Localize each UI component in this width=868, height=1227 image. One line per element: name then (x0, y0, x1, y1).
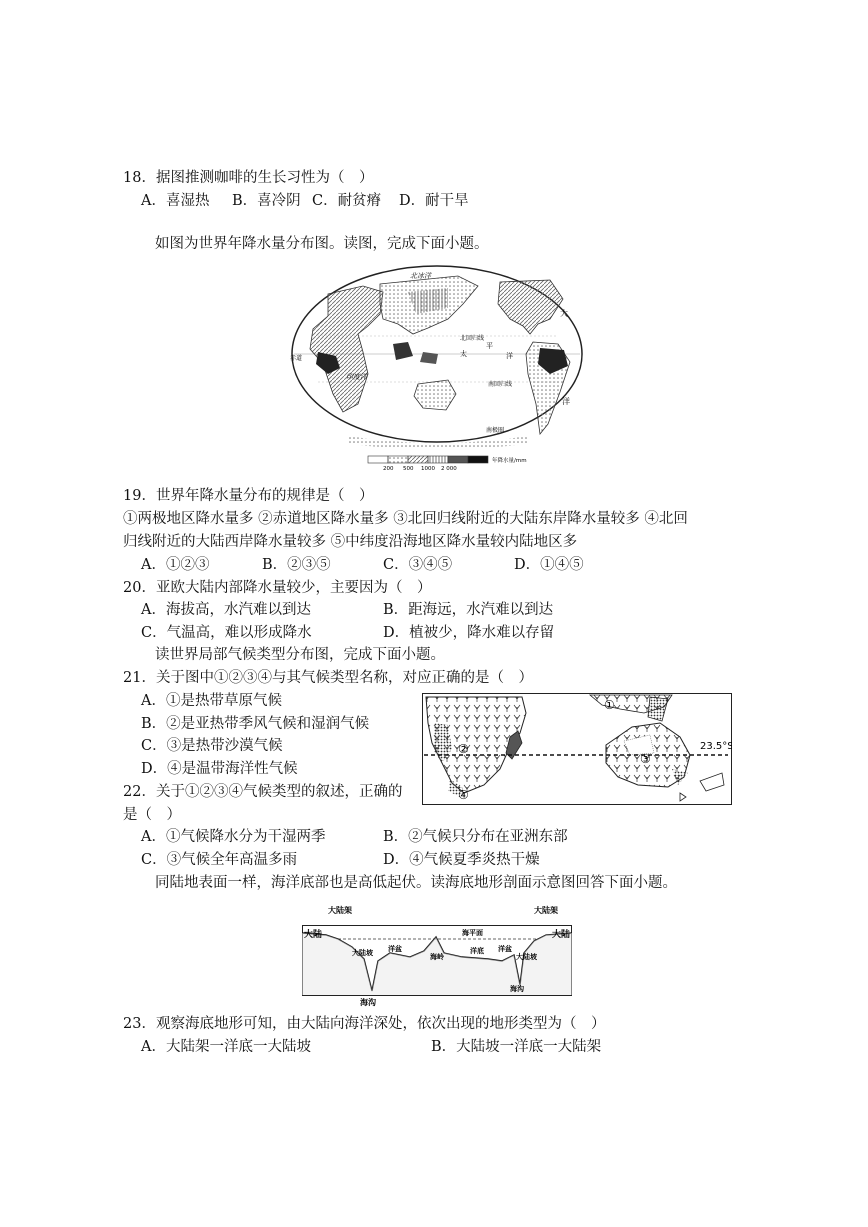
legend-tick-200: 200 (383, 466, 394, 472)
ocean-floor-profile (302, 901, 572, 1009)
q23-option-b: B．大陆坡一洋底一大陆架 (431, 1039, 602, 1055)
label-left-continent: 大陆 (304, 930, 323, 940)
q19-statements-line-1: ①两极地区降水量多 ②赤道地区降水量多 ③北回归线附近的大陆东岸降水量较多 ④北回 (123, 511, 688, 527)
label-basin-right: 洋盆 (498, 945, 512, 953)
label-sea-level: 海平面 (462, 929, 483, 937)
label-ridge: 海岭 (430, 953, 444, 961)
q19-option-b: B．②③⑤ (262, 557, 331, 573)
legend-unit: 年降水量/mm (492, 458, 527, 464)
q22-option-a: A．①气候降水分为干湿两季 (141, 829, 326, 845)
map-label-tropic-capricorn: 南回归线 (488, 381, 513, 388)
climate-marker-2: ② (458, 742, 469, 756)
map-label-indian-ocean: 印度洋 (346, 373, 367, 381)
q19-stem: 19．世界年降水量分布的规律是（ ） (123, 488, 374, 504)
map-label-yang-2: 洋 (562, 397, 570, 406)
q21-option-c: C．③是热带沙漠气候 (141, 738, 283, 754)
label-right-shelf: 大陆架 (534, 906, 558, 915)
q22-option-d: D．④气候夏季炎热干燥 (383, 852, 540, 868)
label-basin-left: 洋盆 (388, 945, 402, 953)
q21-option-b: B．②是亚热带季风气候和湿润气候 (141, 716, 370, 732)
map-label-da: 大 (560, 309, 568, 318)
q18-option-c: C．耐贫瘠 (312, 193, 382, 209)
label-right-continent: 大陆 (552, 930, 571, 940)
q18-option-d: D．耐干旱 (399, 193, 469, 209)
climate-marker-4: ④ (458, 788, 469, 802)
climate-map-svg (422, 693, 732, 805)
q19-option-a: A．①②③ (141, 557, 210, 573)
q21-stem: 21．关于图中①②③④与其气候类型名称，对应正确的是（ ） (123, 670, 533, 686)
map-label-tropic-cancer: 北回归线 (460, 335, 485, 342)
q21-option-d: D．④是温带海洋性气候 (141, 761, 298, 777)
label-right-slope: 大陆坡 (516, 953, 537, 961)
q22-stem-line-1: 22．关于①②③④气候类型的叙述，正确的 (123, 784, 403, 800)
world-precipitation-map (288, 264, 586, 472)
q20-option-b: B．距海远，水汽难以到达 (383, 602, 554, 618)
q22-stem-line-2: 是（ ） (123, 807, 181, 823)
q20-stem: 20．亚欧大陆内部降水量较少，主要因为（ ） (123, 580, 432, 596)
intro-21: 读世界局部气候类型分布图，完成下面小题。 (155, 647, 445, 663)
climate-marker-3: ③ (640, 752, 651, 766)
map-label-tai: 太 (460, 350, 467, 358)
q20-option-d: D．植被少，降水难以存留 (383, 625, 555, 641)
label-floor: 洋底 (470, 947, 484, 955)
q20-option-c: C．气温高，难以形成降水 (141, 625, 312, 641)
climate-marker-1: ① (604, 698, 615, 712)
map-svg (288, 264, 586, 472)
intro-23: 同陆地表面一样，海洋底部也是高低起伏。读海底地形剖面示意图回答下面小题。 (155, 875, 677, 891)
tropic-label: 23.5°S (700, 741, 732, 752)
map-legend (368, 456, 527, 472)
q22-option-c: C．③气候全年高温多雨 (141, 852, 298, 868)
profile-svg (302, 901, 572, 1009)
legend-tick-500: 500 (403, 466, 414, 472)
map-label-arctic-ocean: 北冰洋 (410, 272, 431, 280)
q19-option-c: C．③④⑤ (383, 557, 453, 573)
map-label-antarctic-circle: 南极圈 (486, 427, 505, 434)
q23-stem: 23．观察海底地形可知，由大陆向海洋深处，依次出现的地形类型为（ ） (123, 1016, 606, 1032)
intro-19: 如图为世界年降水量分布图。读图，完成下面小题。 (155, 236, 489, 252)
map-label-equator: 赤道 (290, 355, 303, 362)
label-trench-left: 海沟 (360, 998, 376, 1007)
label-left-slope: 大陆坡 (352, 949, 373, 957)
q18-option-b: B．喜冷阴 (232, 193, 301, 209)
q21-option-a: A．①是热带草原气候 (141, 693, 282, 709)
legend-tick-1000: 1000 (421, 466, 435, 472)
label-trench-right: 海沟 (510, 985, 524, 993)
label-left-shelf: 大陆架 (328, 906, 352, 915)
map-label-yang: 洋 (506, 352, 513, 360)
q18-stem: 18．据图推测咖啡的生长习性为（ ） (123, 170, 374, 186)
q19-option-d: D．①④⑤ (514, 557, 584, 573)
q23-option-a: A．大陆架一洋底一大陆坡 (141, 1039, 311, 1055)
climate-type-map (422, 693, 732, 805)
q18-option-a: A．喜湿热 (141, 193, 210, 209)
map-label-ping: 平 (486, 342, 493, 350)
q19-statements-line-2: 归线附近的大陆西岸降水量较多 ⑤中纬度沿海地区降水量较内陆地区多 (123, 534, 578, 550)
q22-option-b: B．②气候只分布在亚洲东部 (383, 829, 568, 845)
q20-option-a: A．海拔高，水汽难以到达 (141, 602, 311, 618)
legend-tick-2000: 2 000 (441, 466, 457, 472)
